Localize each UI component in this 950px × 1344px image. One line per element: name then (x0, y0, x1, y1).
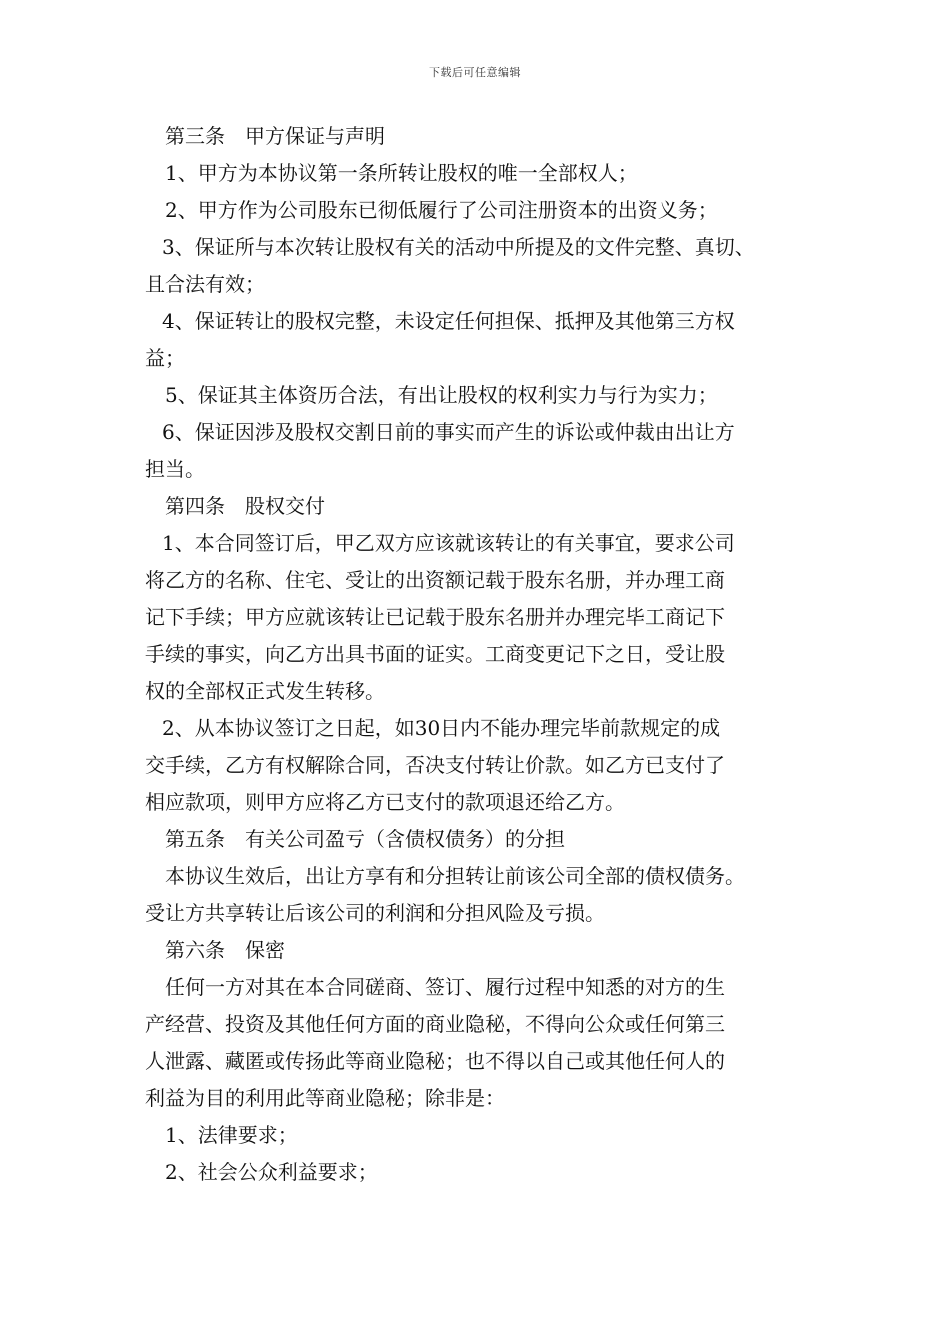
article-6-heading: 第六条 保密 (165, 938, 285, 962)
paragraph-line: 将乙方的名称、住宅、受让的出资额记载于股东名册，并办理工商 (145, 568, 725, 592)
paragraph-line: 2、从本协议签订之日起，如30日内不能办理完毕前款规定的成 (162, 716, 721, 740)
paragraph-line: 受让方共享转让后该公司的利润和分担风险及亏损。 (145, 901, 605, 925)
page-header: 下载后可任意编辑 (429, 66, 521, 79)
paragraph-line: 1、法律要求； (165, 1123, 298, 1147)
paragraph-line: 权的全部权正式发生转移。 (145, 679, 385, 703)
paragraph-line: 4、保证转让的股权完整，未设定任何担保、抵押及其他第三方权 (162, 309, 735, 333)
paragraph-line: 3、保证所与本次转让股权有关的活动中所提及的文件完整、真切、 (162, 235, 755, 259)
paragraph-line: 任何一方对其在本合同磋商、签订、履行过程中知悉的对方的生 (165, 975, 725, 999)
paragraph-line: 利益为目的利用此等商业隐秘；除非是： (145, 1086, 505, 1110)
article-3-heading: 第三条 甲方保证与声明 (165, 124, 385, 148)
paragraph-line: 2、社会公众利益要求； (165, 1160, 378, 1184)
article-4-heading: 第四条 股权交付 (165, 494, 325, 518)
paragraph-line: 产经营、投资及其他任何方面的商业隐秘，不得向公众或任何第三 (145, 1012, 725, 1036)
paragraph-line: 1、甲方为本协议第一条所转让股权的唯一全部权人； (165, 161, 638, 185)
paragraph-line: 益； (145, 346, 185, 370)
paragraph-line: 5、保证其主体资历合法，有出让股权的权利实力与行为实力； (165, 383, 718, 407)
paragraph-line: 记下手续；甲方应就该转让已记载于股东名册并办理完毕工商记下 (145, 605, 725, 629)
paragraph-line: 1、本合同签订后，甲乙双方应该就该转让的有关事宜，要求公司 (162, 531, 735, 555)
paragraph-line: 且合法有效； (145, 272, 265, 296)
paragraph-line: 本协议生效后，出让方享有和分担转让前该公司全部的债权债务。 (165, 864, 745, 888)
article-5-heading: 第五条 有关公司盈亏（含债权债务）的分担 (165, 827, 565, 851)
paragraph-line: 相应款项，则甲方应将乙方已支付的款项退还给乙方。 (145, 790, 625, 814)
document-body (145, 118, 820, 1191)
paragraph-line: 交手续，乙方有权解除合同，否决支付转让价款。如乙方已支付了 (145, 753, 725, 777)
paragraph-line: 6、保证因涉及股权交割日前的事实而产生的诉讼或仲裁由出让方 (162, 420, 735, 444)
paragraph-line: 担当。 (145, 457, 205, 481)
paragraph-line: 人泄露、藏匿或传扬此等商业隐秘；也不得以自己或其他任何人的 (145, 1049, 725, 1073)
paragraph-line: 2、甲方作为公司股东已彻低履行了公司注册资本的出资义务； (165, 198, 718, 222)
paragraph-line: 手续的事实，向乙方出具书面的证实。工商变更记下之日，受让股 (145, 642, 725, 666)
